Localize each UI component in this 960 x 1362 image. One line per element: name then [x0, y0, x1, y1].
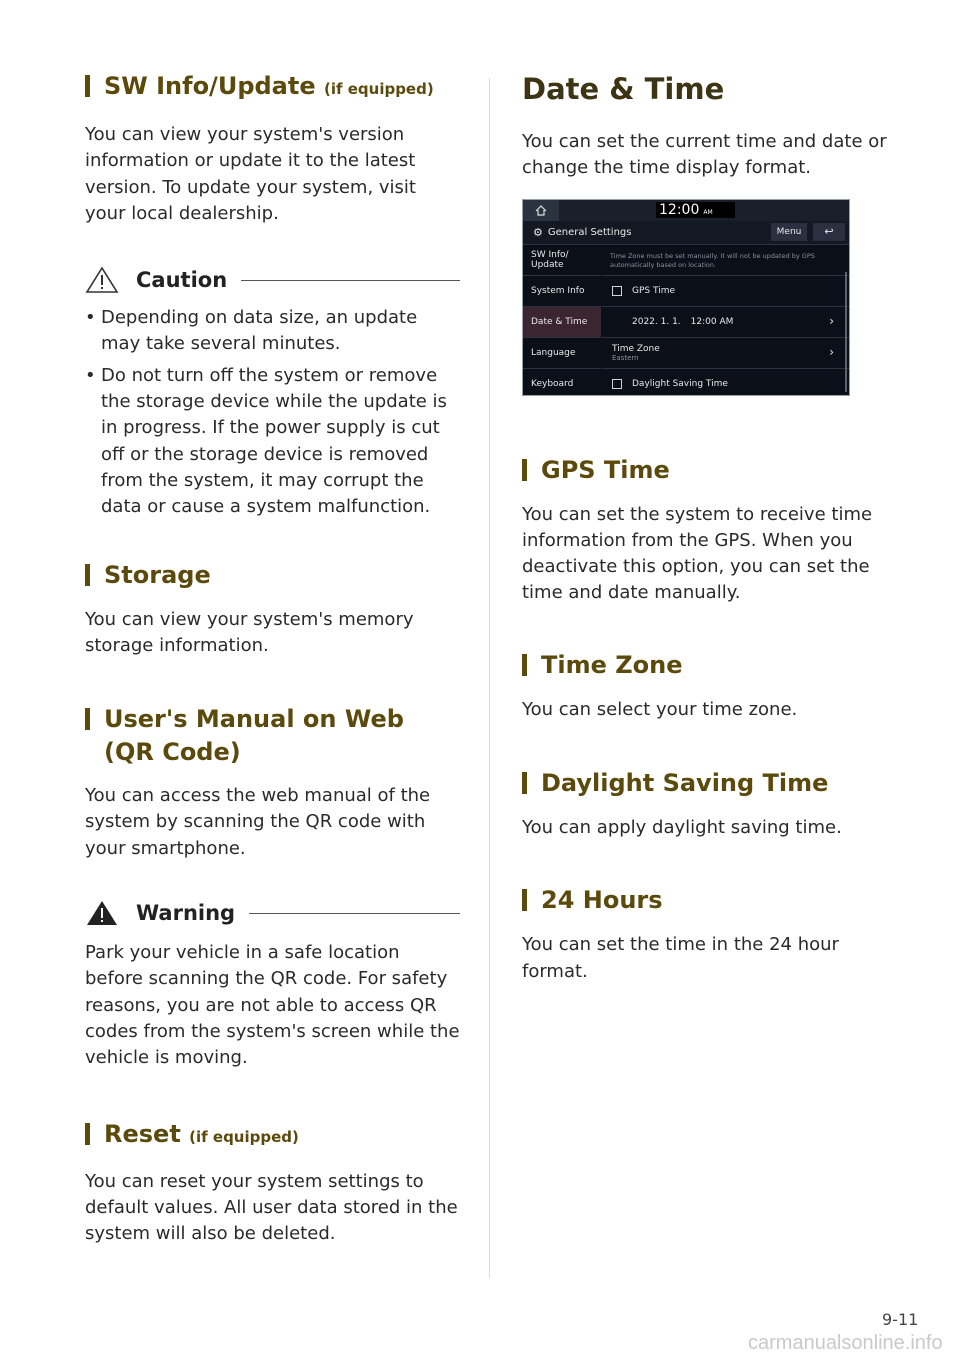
- 24-hours-heading: 24 Hours: [522, 884, 892, 917]
- left-column: [85, 70, 460, 1247]
- date-time-row[interactable]: [602, 306, 849, 337]
- caution-rule: [241, 280, 460, 281]
- time-zone-heading: Time Zone: [522, 649, 892, 682]
- manual-heading: User's Manual on Web (QR Code): [85, 703, 460, 769]
- sw-info-heading: SW Info/Update (if equipped): [85, 70, 460, 106]
- gps-time-checkbox[interactable]: [612, 286, 622, 296]
- caution-list: [85, 305, 460, 520]
- dst-text: You can apply daylight saving time.: [522, 817, 842, 839]
- warning-icon: [85, 899, 119, 927]
- storage-heading: Storage: [85, 559, 460, 592]
- sw-info-text: You can view your system's version information or update it to the latest version. To update your system, visit your local dealership.: [85, 124, 416, 224]
- sidebar-item-keyboard[interactable]: Keyboard: [523, 369, 601, 396]
- time-zone-row[interactable]: [602, 337, 849, 368]
- screen-scrollbar[interactable]: [845, 272, 847, 392]
- warning-rule: [249, 913, 460, 914]
- 24-hours-text: You can set the time in the 24 hour format.: [522, 934, 839, 982]
- column-divider: [489, 78, 490, 1278]
- caution-icon: [85, 266, 119, 294]
- warning-header: [85, 898, 460, 928]
- menu-button[interactable]: Menu: [771, 223, 807, 241]
- dst-heading: Daylight Saving Time: [522, 767, 892, 800]
- caution-header: [85, 265, 460, 295]
- screen-title-bar: [523, 221, 849, 245]
- time-zone-text: Time Zone Eastern: [612, 343, 660, 362]
- back-icon[interactable]: ↩: [813, 223, 845, 241]
- screen-sidebar: [523, 245, 601, 396]
- date-value: 2022. 1. 1.: [632, 316, 681, 327]
- chevron-right-icon: ›: [829, 344, 834, 359]
- reset-text: You can reset your system settings to default values. All user data stored in the system will also be deleted.: [85, 1170, 458, 1245]
- gps-time-label: GPS Time: [632, 285, 676, 296]
- screen-info-text: Time Zone must be set manually. It will not be updated by GPS automatically based on location.: [610, 251, 815, 269]
- settings-screenshot: [522, 199, 850, 396]
- date-time-intro: You can set the current time and date or change the time display format.: [522, 131, 887, 179]
- page-number: 9-11: [882, 1310, 919, 1329]
- home-icon[interactable]: [523, 200, 559, 221]
- gps-time-text: You can set the system to receive time information from the GPS. When you deactivate this option, you can set the time and date manually.: [522, 503, 873, 604]
- gps-time-row[interactable]: [602, 275, 849, 306]
- date-time-title: Date & Time: [522, 72, 725, 106]
- dst-label: Daylight Saving Time: [632, 378, 728, 389]
- screen-content: [602, 245, 849, 396]
- time-zone-text: You can select your time zone.: [522, 698, 798, 720]
- warning-text: Park your vehicle in a safe location before scanning the QR code. For safety reasons, you are not able to access QR codes from the system's screen while the vehicle is moving.: [85, 942, 460, 1069]
- sidebar-item-date-time[interactable]: Date & Time: [523, 307, 601, 338]
- sidebar-item-language[interactable]: Language: [523, 338, 601, 369]
- reset-heading: Reset (if equipped): [85, 1118, 460, 1154]
- sidebar-item-sw-info[interactable]: SW Info/ Update: [523, 245, 601, 276]
- chevron-right-icon: ›: [829, 313, 834, 328]
- caution-label: Caution: [136, 268, 228, 293]
- caution-item: • Do not turn off the system or remove the storage device while the update is in progress. If the power supply is cut off or the storage device is removed from the system, it may corrupt the data or cause a system malfunction.: [85, 363, 460, 521]
- dst-checkbox[interactable]: [612, 379, 622, 389]
- watermark: carmanualsonline.info: [748, 1332, 943, 1354]
- time-value: 12:00 AM: [690, 316, 734, 327]
- warning-label: Warning: [136, 901, 236, 926]
- storage-text: You can view your system's memory storage information.: [85, 608, 414, 656]
- right-column: [522, 70, 892, 985]
- gps-time-heading: GPS Time: [522, 454, 892, 487]
- caution-item: • Depending on data size, an update may take several minutes.: [85, 305, 460, 358]
- screen-title: General Settings: [547, 226, 632, 238]
- dst-row[interactable]: [602, 368, 849, 396]
- screen-clock: 12:00 AM: [656, 202, 735, 218]
- sidebar-item-system-info[interactable]: System Info: [523, 276, 601, 307]
- screen-status-bar: [523, 200, 849, 221]
- manual-text: You can access the web manual of the system by scanning the QR code with your smartphone.: [85, 785, 431, 859]
- gear-icon: ⚙: [533, 225, 543, 239]
